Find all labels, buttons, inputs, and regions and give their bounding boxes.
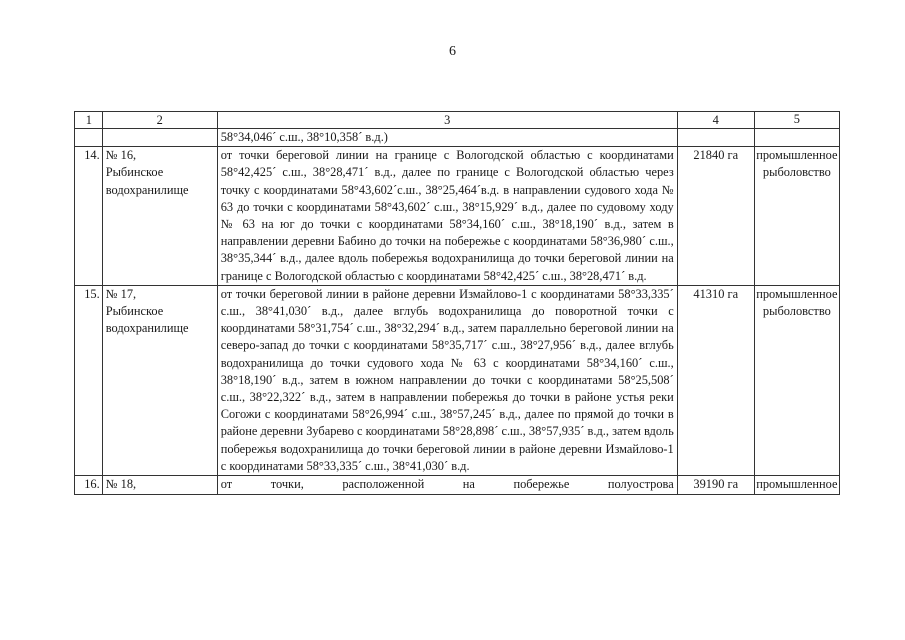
description-text: от точки, расположенной на побережье полуострова [220,477,674,492]
table-row-continuation [75,129,840,147]
area-size-cell: 21840 га [677,147,754,286]
area-size-cell: 41310 га [677,285,754,475]
area-name-cell [102,476,217,495]
column-header: 1 [75,112,103,129]
page-number: 6 [449,44,456,59]
table-row [75,147,840,286]
description-cell: от точки береговой линии в районе деревни Измайлово-1 с координатами 58°33,335´ с.ш., 38°41,030´ в.д., далее вглубь водохранилища до поворотной точки с координатами 58°31,754´ с.ш., 38°32,294´ в.д., затем параллельно береговой линии на северо-запад до точки с координатами 58°35,717´ с.ш., 38°27,956´ в.д., далее вглубь водохранилища до точки судового хода № 63 с координатами 58°34,160´ с.ш., 38°18,190´ в.д., затем в южном направлении до точки с координатами 58°25,508´ с.ш., 38°22,322´ в.д., затем в направлении побережья до точки в районе устья реки Согожи с координатами 58°26,994´ с.ш., 38°57,245´ в.д., далее по прямой до точки в районе деревни Зубарево с координатами 58°28,898´ с.ш., 38°57,935´ в.д., затем вдоль побережья водохранилища до точки береговой линии в районе деревни Измайлово-1 с координатами 58°33,335´ с.ш., 38°41,030´ в.д. [217,285,677,475]
usage-cell: промышленное рыболовство [754,147,839,286]
column-header: 5 [754,112,839,129]
row-number: 14. [75,147,103,286]
area-number: № 18, [105,477,137,492]
usage-cell: промышленное рыболовство [754,285,839,475]
area-size-cell [677,476,754,495]
description-cell [217,476,677,495]
column-header: 4 [677,112,754,129]
usage-cell [754,476,839,495]
description-cell: 58°34,046´ с.ш., 38°10,358´ в.д.) [217,129,677,147]
area-number: № 17, [105,286,137,301]
row-number: 16. [75,476,103,495]
area-name-cell [102,147,217,286]
area-name-cell [102,285,217,475]
table-header-row [75,112,840,129]
usage-text: промышленное [756,477,838,492]
area-reservoir: Рыбинское водохранилище [105,304,189,336]
description-cell: от точки береговой линии на границе с Вологодской областью с координатами 58°42,425´ с.ш., 38°28,471´ в.д., далее по границе с Вологодской областью через точку с координатами 58°43,602´с.ш., 38°25,464´в.д. в направлении судового хода № 63 до точки с координатами 58°43,602´ с.ш., 38°15,929´ в.д., далее по судовому ходу № 63 на юг до точки с координатами 58°34,160´ с.ш., 38°18,190´ в.д., затем в направлении деревни Бабино до точки на побережье с координатами 58°36,980´ с.ш., 38°35,344´ в.д., далее вдоль побережья водохранилища до точки береговой линии на границе с Вологодской областью с координатами 58°42,425´ с.ш., 38°28,471´ в.д. [217,147,677,286]
table-row [75,476,840,495]
column-header: 2 [102,112,217,129]
table-row [75,285,840,475]
area-size: 39190 га [693,477,739,492]
area-number: № 16, [105,148,137,163]
row-number: 15. [75,285,103,475]
column-header: 3 [217,112,677,129]
regions-table [74,111,840,495]
area-reservoir: Рыбинское водохранилище [105,165,189,197]
